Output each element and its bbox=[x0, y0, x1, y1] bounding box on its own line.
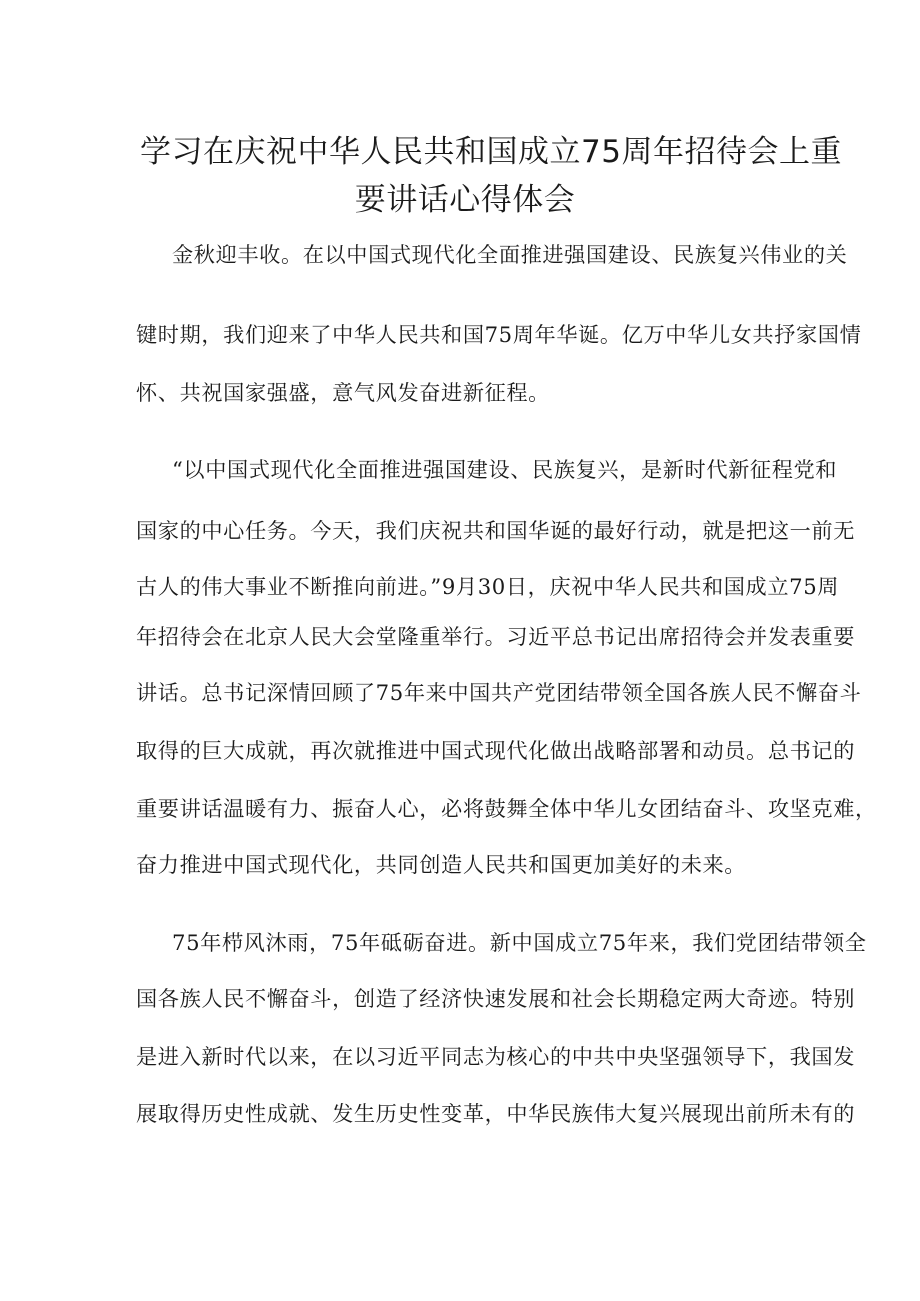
paragraph-2-line: “以中国式现代化全面推进强国建设、民族复兴，是新时代新征程党和 bbox=[172, 457, 838, 482]
paragraph-3-line: 国各族人民不懈奋斗，创造了经济快速发展和社会长期稳定两大奇迹。特别 bbox=[136, 986, 855, 1011]
paragraph-2-line: 讲话。总书记深情回顾了75年来中国共产党团结带领全国各族人民不懈奋斗 bbox=[136, 680, 862, 705]
paragraph-2-line: 国家的中心任务。今天，我们庆祝共和国华诞的最好行动，就是把这一前无 bbox=[136, 518, 855, 543]
document-title bbox=[140, 128, 842, 224]
paragraph-1-line: 金秋迎丰收。在以中国式现代化全面推进强国建设、民族复兴伟业的关 bbox=[172, 242, 848, 267]
paragraph-1-line: 键时期，我们迎来了中华人民共和国75周年华诞。亿万中华儿女共抒家国情 bbox=[136, 322, 862, 347]
paragraph-3-line: 75年栉风沐雨，75年砥砺奋进。新中国成立75年来，我们党团结带领全 bbox=[172, 930, 867, 955]
paragraph-2-line: 奋力推进中国式现代化，共同创造人民共和国更加美好的未来。 bbox=[136, 852, 747, 877]
paragraph-2-line: 古人的伟大事业不断推向前进。”9月30日，庆祝中华人民共和国成立75周 bbox=[136, 574, 840, 599]
title-line: 学习在庆祝中华人民共和国成立75周年招待会上重 bbox=[140, 134, 842, 170]
paragraph-1-line: 怀、共祝国家强盛，意气风发奋进新征程。 bbox=[136, 380, 550, 405]
paragraph-2-line: 重要讲话温暖有力、振奋人心，必将鼓舞全体中华儿女团结奋斗、攻坚克难， bbox=[136, 796, 877, 821]
paragraph-3-line: 展取得历史性成就、发生历史性变革，中华民族伟大复兴展现出前所未有的 bbox=[136, 1101, 855, 1126]
paragraph-2-line: 年招待会在北京人民大会堂隆重举行。习近平总书记出席招待会并发表重要 bbox=[136, 624, 855, 649]
title-line: 要讲话心得体会 bbox=[354, 182, 576, 218]
paragraph-3-line: 是进入新时代以来，在以习近平同志为核心的中共中央坚强领导下，我国发 bbox=[136, 1044, 855, 1069]
paragraph-2-line: 取得的巨大成就，再次就推进中国式现代化做出战略部署和动员。总书记的 bbox=[136, 738, 855, 763]
